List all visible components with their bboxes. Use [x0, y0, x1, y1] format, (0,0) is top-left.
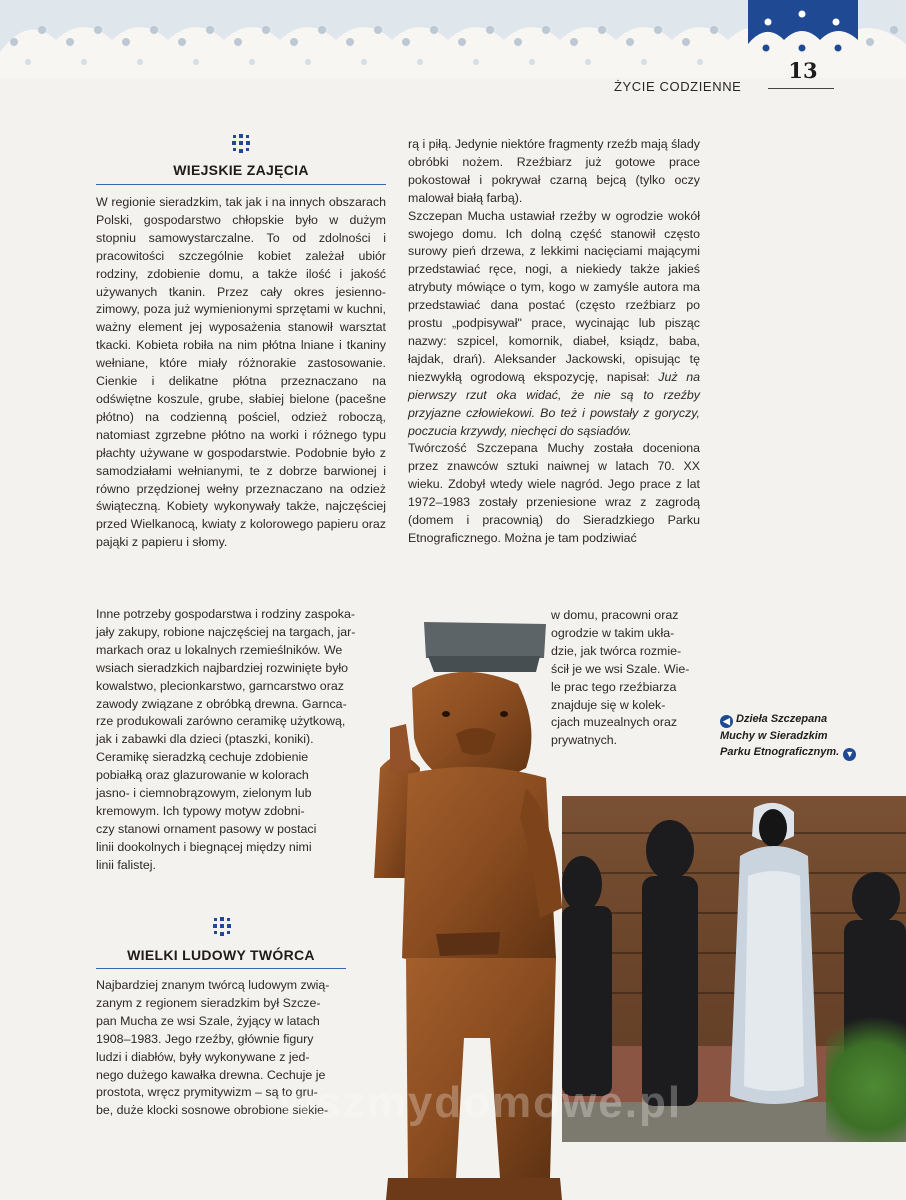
paragraph: rą i piłą. Jedynie niektóre fragmenty rzeźb mają ślady obróbki nożem. Rzeźbiarz już gotowe prace pokostował i pokrywał czarną bejcą (tylko oczy malował białą farbą).: [408, 137, 701, 205]
text-line: prywatnych.: [551, 733, 618, 748]
text-line: zawody związane z obróbką drewna. Garnca-: [96, 696, 347, 711]
text-line: ścił je we wsi Szale. Wie-: [551, 661, 690, 676]
watermark: wszmydomowe.pl: [280, 1078, 683, 1127]
right-column-body: [408, 136, 700, 548]
text-line: wsiach sieradzkich najbardziej rozwinięte było: [96, 660, 349, 675]
text-line: rze produkowali zarówno ceramikę użytkową,: [96, 714, 346, 729]
section-heading-rule: [96, 184, 386, 185]
section-heading-rule: [96, 968, 346, 969]
text-line: le prac tego rzeźbiarza: [551, 679, 677, 694]
text-line: jak i zabawki dla dzieci (ptaszki, koniki).: [96, 732, 314, 747]
text-line: Inne potrzeby gospodarstwa i rodziny zaspoka-: [96, 607, 355, 621]
page-number: 13: [788, 58, 818, 83]
text-line: be, duże klocki sosnowe obrobione siekie-: [96, 1103, 329, 1118]
text-line: cjach muzealnych oraz: [551, 715, 678, 730]
paragraph: Twórczość Szczepana Muchy została doceniona przez znawców sztuki naiwnej w latach 70. XX wieku. Zdobył wtedy wiele nagród. Jego prace z lat 1972–1983 zostały przeniesione wraz z zagrodą (domem i pracownią) do Sieradzkiego Parku Etnograficznego. Można je tam podziwiać: [408, 441, 700, 545]
text-line: jały zakupy, robione najczęściej na targach, jar-: [96, 624, 356, 639]
section-heading-wielki-ludowy-tworca: WIELKI LUDOWY TWÓRCA: [127, 947, 315, 963]
text-line: kremowym. Ich typowy motyw zdobni-: [96, 803, 305, 818]
quotation: Już na pierwszy rzut oka widać, że nie są to rzeźby przyjazne człowiekowi. Bo też i powstały z goryczy, poczucia krzywdy, niechęci do sąsiadów.: [408, 369, 700, 438]
caption-line: Parku Etnograficznym.: [720, 746, 840, 758]
paragraph: W regionie sieradzkim, tak jak i na innych obszarach Polski, gospodarstwo chłopskie było w dużym stopniu samowystarczalne. To od zdolności i pracowitości szczególnie kobiet zależał ubiór rodziny, zdobienie domu, a także ilość i jakość używanych tkanin. Przez cały okres jesienno-zimowy, poza już wymienionymi sprzętami w kuchni, ważny element jej wyposażenia stanowił warsztat tkacki. Kobieta robiła na nim płótna lniane i tkaniny wełniane, które miały różnorakie zastosowanie. Cienkie i delikatne płótna przeznaczano na odświętne koszule, grube, słabiej bielone (pacešne płótno) na codzienną pościel, odzież roboczą, natomiast zgrzebne płótno na worki i różnego typu płachty używane w gospodarstwie. Podobnie było z samodziałami wełnianymi, te z dobrze barwionej i równo przędzionej wełny przeznaczano na odzież świąteczną. Kobiety wykonywały także, najczęściej przed Wielkanocą, kwiaty z kolorowego papieru oraz pająki z papieru i słomy.: [96, 195, 386, 550]
text-line: czy stanowi ornament pasowy w postaci: [96, 821, 317, 836]
text-line: pan Mucha ze wsi Szale, żyjący w latach: [96, 1013, 320, 1028]
section1-wrap-text: [96, 606, 386, 875]
text-line: pobiałką oraz glazurowanie w kolorach: [96, 768, 309, 783]
text-line: nego dużego kawałka drewna. Cechuje je: [96, 1067, 326, 1082]
text-line: kowalstwo, plecionkarstwo, garncarstwo oraz: [96, 678, 344, 693]
text-line: markach oraz u lokalnych rzemieślników. We: [96, 642, 343, 657]
caption-line: Dzieła Szczepana: [736, 713, 828, 725]
section-label-rule: [768, 88, 834, 89]
text-line: w domu, pracowni oraz: [551, 608, 679, 622]
text-line: linii falistej.: [96, 857, 156, 872]
text-line: zanym z regionem sieradzkim był Szcze-: [96, 995, 321, 1010]
corner-tab: [748, 0, 858, 60]
section1-body: [96, 194, 386, 552]
photo-caption: [720, 711, 868, 761]
text-line: znajduje się w kolek-: [551, 697, 666, 712]
paragraph: [408, 208, 700, 441]
text-line: Najbardziej znanym twórcą ludowym zwią-: [96, 978, 330, 992]
text-line: ogrodzie w takim ukła-: [551, 625, 675, 640]
text-line: ludzi i diabłów, były wykonywane z jed-: [96, 1049, 310, 1064]
text-line: linii dookolnych i biegnącej między nimi: [96, 839, 312, 854]
right-column-wrap-text: [551, 607, 701, 750]
text-line: prostota, wręcz prymitywizm – są to gru-: [96, 1085, 318, 1100]
arrow-left-icon: ◀: [720, 715, 733, 728]
text-line: dzie, jak twórca rozmie-: [551, 643, 682, 658]
section-heading-wiejskie-zajecia: WIEJSKIE ZAJĘCIA: [173, 162, 309, 178]
folk-ornament-icon: [211, 915, 233, 939]
folk-ornament-icon: [230, 132, 252, 156]
paragraph-text: Szczepan Mucha ustawiał rzeźby w ogrodzie wokół swojego domu. Ich dolną część stanowił często surowy pień drzewa, z lekkimi nacięciami mającymi przedstawiać ręce, nogi, a niekiedy także jakieś atrybuty mówiące o tym, kogo w zamyśle autora ma przedstawiać dana postać (często rzeźbiarz po prostu „podpisywał" prace, wycinając lub pisząc nazwy: szpicel, komornik, diabeł, ksiądz, baba, łajdak, drań). Aleksander Jackowski, opisując tę niezwykłą ogrodową ekspozycję, napisał:: [408, 208, 700, 384]
text-line: Ceramikę sieradzką cechuje zdobienie: [96, 750, 309, 765]
caption-line: Muchy w Sieradzkim: [720, 730, 828, 742]
text-line: jasno- i ciemnobrązowym, zielonym lub: [96, 786, 312, 801]
text-line: 1908–1983. Jego rzeźby, głównie figury: [96, 1031, 314, 1046]
arrow-down-icon: ▼: [843, 748, 856, 761]
section-label: ŻYCIE CODZIENNE: [614, 79, 742, 94]
